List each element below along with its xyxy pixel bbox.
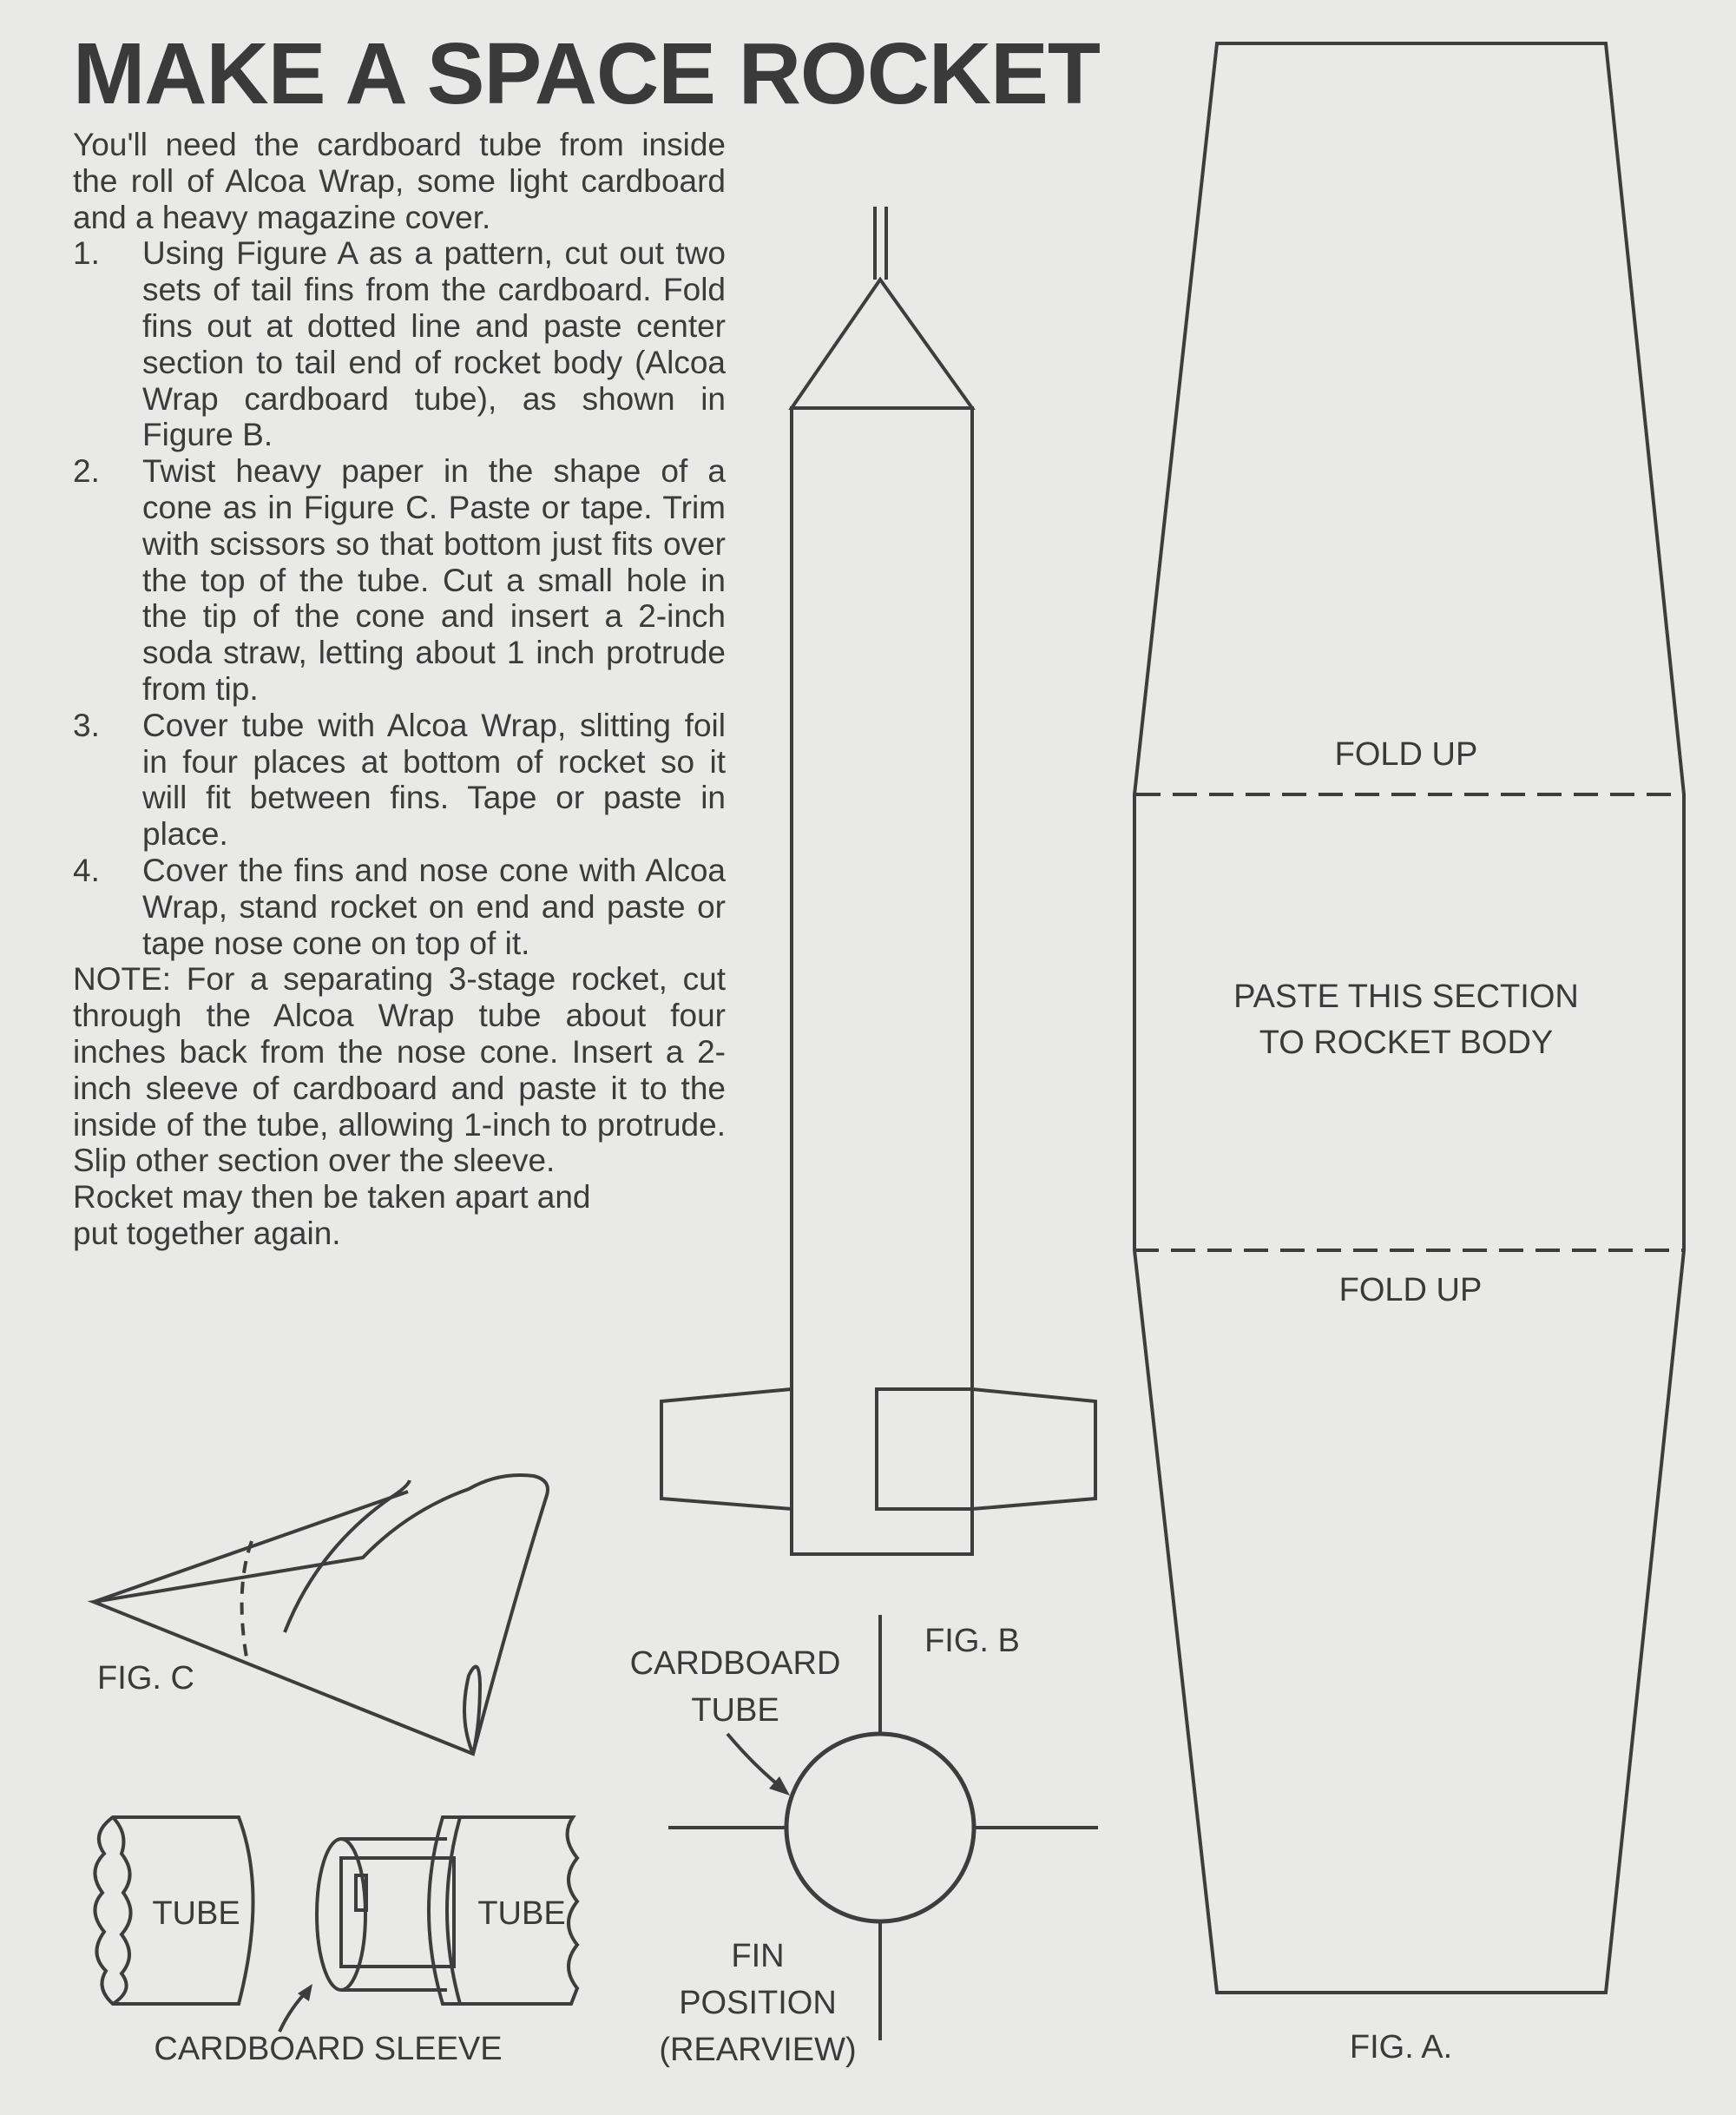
fin-position-label-1: FIN (731, 1938, 785, 1974)
step-text: Cover the fins and nose cone with Alcoa Wrap, stand rocket on end and paste or tape nose cone on top of it. (142, 852, 726, 961)
note-ending: Rocket may then be taken apart and put together again. (73, 1179, 591, 1251)
cardboard-tube-label-1: CARDBOARD (629, 1645, 841, 1682)
fin-pattern-outline (1134, 43, 1684, 1993)
fig-b-rocket (661, 207, 1095, 1554)
step-text: Twist heavy paper in the shape of a cone as in Figure C. Paste or tape. Trim with scissors so that bottom just fits over the top of the tube. Cut a small hole in the tip of the cone and insert a 2-inch soda straw, letting about 1 inch protrude from tip. (142, 453, 726, 707)
step-number: 4. (73, 852, 100, 888)
fin-position-label-3: (REARVIEW) (659, 2032, 857, 2068)
page-title: MAKE A SPACE ROCKET (73, 25, 1100, 122)
fin-center-section (877, 1389, 972, 1509)
fig-c-cone (94, 1475, 548, 1754)
cardboard-tube-label-2: TUBE (691, 1692, 779, 1729)
cardboard-sleeve-label: CARDBOARD SLEEVE (154, 2031, 503, 2067)
fig-b-caption: FIG. B (924, 1623, 1020, 1659)
rocket-body (792, 408, 972, 1554)
fig-a-caption: FIG. A. (1349, 2029, 1453, 2066)
tube-left-label: TUBE (152, 1895, 240, 1932)
paste-section-label-1: PASTE THIS SECTION (1233, 978, 1579, 1015)
fig-a-fin-pattern (1134, 43, 1684, 2066)
tube-right-label: TUBE (477, 1895, 566, 1932)
tube-sleeve-illustration (95, 1817, 577, 2067)
sleeve-slit (356, 1875, 366, 1910)
right-fin (972, 1389, 1095, 1509)
left-fin (661, 1389, 792, 1509)
intro-paragraph: You'll need the cardboard tube from inside the roll of Alcoa Wrap, some light cardboard and a heavy magazine cover. (73, 127, 726, 235)
fin-position-rearview (630, 1615, 1098, 2068)
note-paragraph: NOTE: For a separating 3-stage rocket, cut through the Alcoa Wrap tube about four inches back from the nose cone. Insert a 2-inch sleeve of cardboard and paste it to the inside of the tube, allowing 1-inch to protrude. Slip other section over the sleeve. (73, 961, 726, 1179)
cone-fold-edge (285, 1480, 410, 1632)
nose-cone (792, 280, 972, 408)
fin-position-label-2: POSITION (679, 1985, 837, 2021)
step-number: 2. (73, 453, 100, 490)
fig-c-caption: FIG. C (97, 1660, 194, 1697)
paste-section-label-2: TO ROCKET BODY (1259, 1025, 1554, 1061)
fold-up-bottom-label: FOLD UP (1338, 1272, 1483, 1308)
step-text: Using Figure A as a pattern, cut out two sets of tail fins from the cardboard. Fold fins out at dotted line and paste center section to tail end of rocket body (Alcoa Wrap cardboard tube), as shown in Figure B. (142, 235, 726, 453)
cone-trim-line (242, 1541, 252, 1663)
cardboard-tube-circle (786, 1734, 974, 1921)
tube-left-wavy-edge (113, 1817, 131, 2004)
step-text: Cover tube with Alcoa Wrap, slitting foil in four places at bottom of rocket so it will fit between fins. Tape or paste in place. (142, 707, 726, 853)
fold-up-top-label: FOLD UP (1334, 736, 1478, 773)
step-number: 1. (73, 235, 100, 272)
step-number: 3. (73, 707, 100, 743)
